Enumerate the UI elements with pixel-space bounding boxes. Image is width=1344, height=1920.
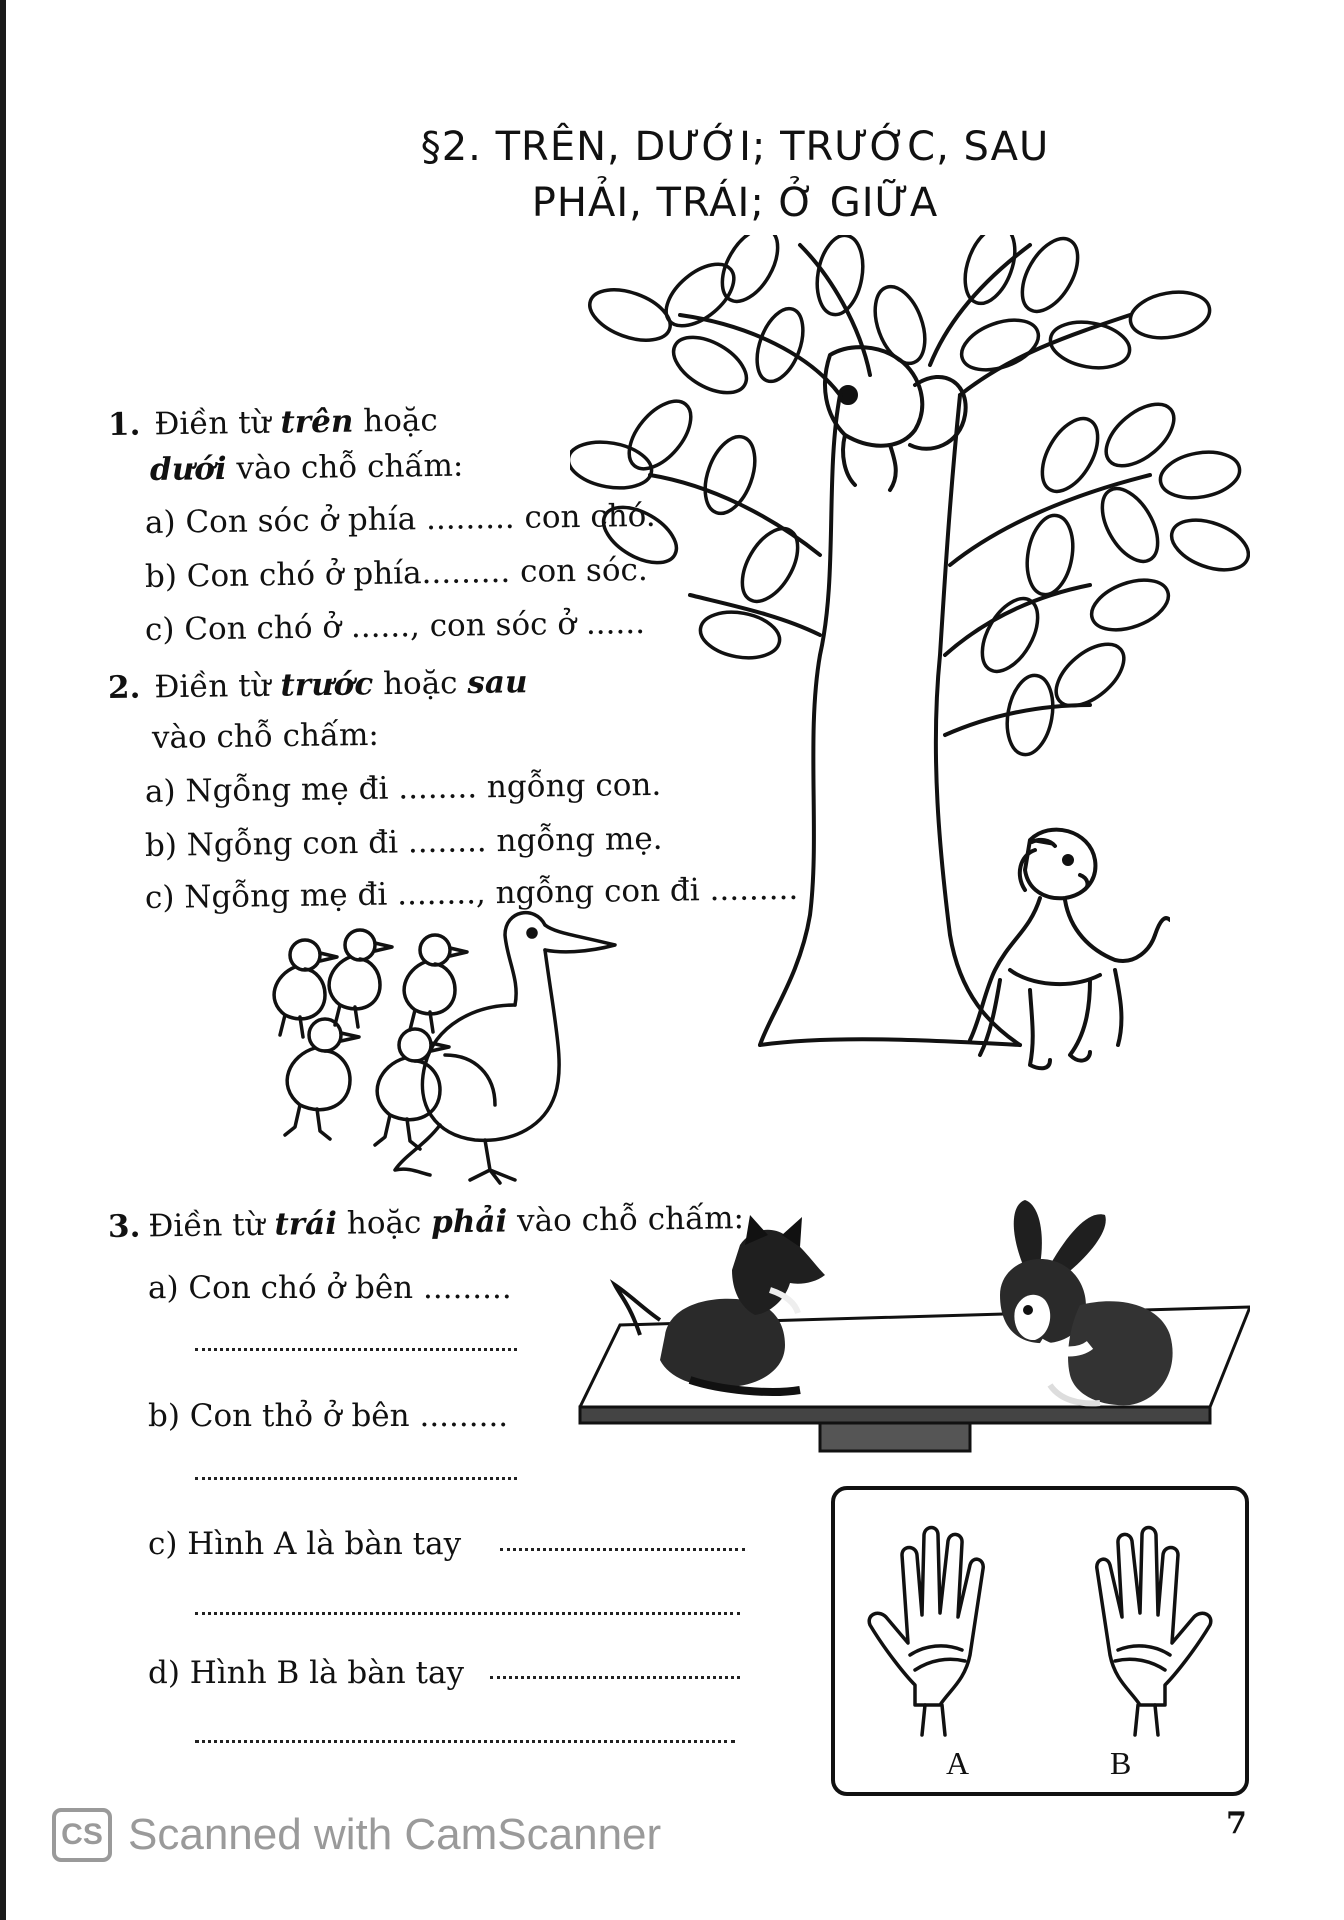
ex2-item-c: c) Ngỗng mẹ đi ........, ngỗng con đi ......... <box>144 870 799 916</box>
ex3-answer-line-b[interactable] <box>195 1477 517 1480</box>
ex1-item-a: a) Con sóc ở phía ......... con chó. <box>144 497 656 541</box>
ex1-intro-line1 <box>108 400 438 445</box>
ex2-item-b: b) Ngỗng con đi ........ ngỗng mẹ. <box>144 820 663 864</box>
camscanner-watermark <box>52 1808 661 1862</box>
ex3-answer-line-c2[interactable] <box>195 1612 740 1615</box>
ex2-keyword-1: trước <box>280 666 374 704</box>
ex3-item-c: c) Hình A là bàn tay <box>148 1526 462 1562</box>
ex3-intro-suffix: vào chỗ chấm: <box>516 1200 745 1240</box>
ex1-item-b: b) Con chó ở phía......... con sóc. <box>144 551 648 595</box>
ex2-keyword-2: sau <box>467 664 528 701</box>
ex3-item-b: b) Con thỏ ở bên ......... <box>148 1398 509 1434</box>
watermark-text: Scanned with CamScanner <box>128 1810 662 1859</box>
ex2-number: 2. <box>107 669 141 706</box>
camscanner-logo-icon: CS <box>52 1808 112 1862</box>
ex1-keyword-2: dưới <box>149 450 227 488</box>
ex1-number: 1. <box>107 406 141 443</box>
ex3-keyword-1: trái <box>274 1205 338 1243</box>
section-title-line2: PHẢI, TRÁI; Ở GIỮA <box>531 180 939 226</box>
ex3-item-d: d) Hình B là bàn tay <box>148 1655 465 1691</box>
dog-illustration <box>940 820 1170 1080</box>
ex2-intro-suffix: vào chỗ chấm: <box>151 716 380 756</box>
ex1-intro-prefix: Điền từ <box>154 404 271 443</box>
page-edge <box>0 0 6 1920</box>
ex3-keyword-2: phải <box>430 1203 508 1241</box>
ex1-keyword-1: trên <box>280 403 354 441</box>
ex3-answer-line-d2[interactable] <box>195 1740 735 1743</box>
ex2-item-a: a) Ngỗng mẹ đi ........ ngỗng con. <box>144 766 662 810</box>
ex1-intro-line2 <box>150 446 464 490</box>
ex2-intro-mid: hoặc <box>382 665 458 703</box>
ex3-item-a: a) Con chó ở bên ......... <box>148 1270 512 1306</box>
ex1-intro-suffix: vào chỗ chấm: <box>236 447 464 487</box>
ex1-item-c: c) Con chó ở ......, con sóc ở ...... <box>144 605 646 648</box>
ex3-answer-line-d1[interactable] <box>490 1676 740 1679</box>
ex2-intro-line1 <box>108 662 528 708</box>
ex1-intro-mid: hoặc <box>362 402 438 440</box>
ex3-answer-line-a[interactable] <box>195 1348 517 1351</box>
ex2-intro-prefix: Điền từ <box>154 667 271 706</box>
ex3-intro-mid: hoặc <box>346 1204 422 1242</box>
ex3-answer-line-c1[interactable] <box>500 1548 745 1551</box>
page-number: 7 <box>1226 1806 1247 1841</box>
ex3-intro-prefix: Điền từ <box>148 1206 265 1245</box>
hand-a-label: A <box>946 1745 970 1781</box>
hands-figure <box>830 1485 1250 1797</box>
ex3-number: 3. <box>107 1208 141 1245</box>
section-title-line1: §2. TRÊN, DƯỚI; TRƯỚC, SAU <box>420 124 1050 170</box>
geese-illustration <box>245 905 635 1190</box>
hand-b-label: B <box>1110 1745 1132 1781</box>
